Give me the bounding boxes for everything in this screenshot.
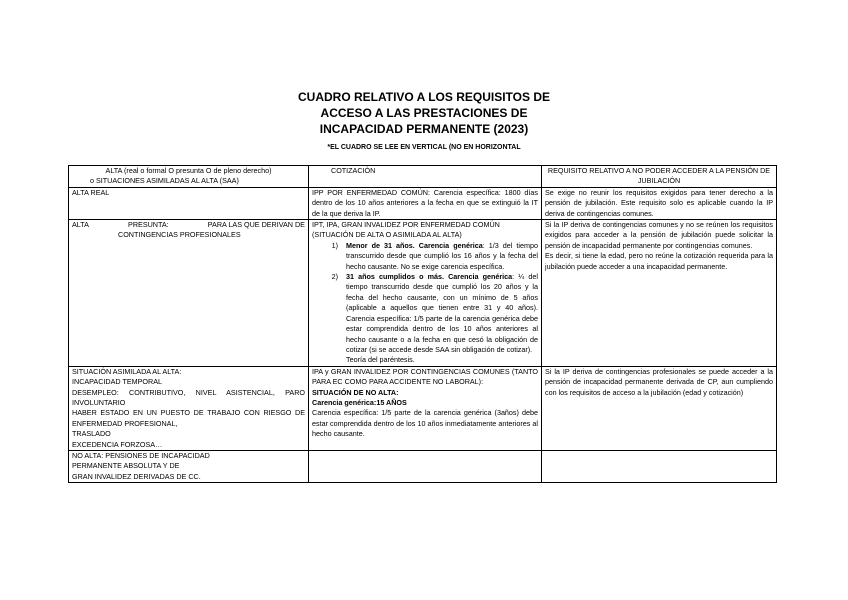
asimilada-cot-p2: SITUACIÓN DE NO ALTA: <box>312 387 399 397</box>
alta-presunta-label-d: CONTINGENCIAS PROFESIONALES <box>118 230 241 240</box>
title-line-2: ACCESO A LAS PRESTACIONES DE <box>320 106 528 120</box>
alta-presunta-label-a: ALTA <box>72 220 89 230</box>
header-alta <box>69 166 309 188</box>
alta-presunta-cotizacion <box>309 220 542 367</box>
row-no-alta <box>69 450 777 482</box>
asimilada-line: SITUACIÓN ASIMILADA AL ALTA: <box>72 366 182 376</box>
alta-presunta-cot-intro: IPT, IPA, GRAN INVALIDEZ POR ENFERMEDAD COMÚN (SITUACIÓN DE ALTA O ASIMILADA AL ALTA) <box>312 220 500 240</box>
alta-real-cotizacion: IPP POR ENFERMEDAD COMÚN: Carencia específica: 1800 días dentro de los 10 años anteriores a la fecha en que se extinguió la IT de la que deriva la IP. <box>309 187 542 219</box>
asimilada-label <box>69 366 309 450</box>
header-alta-line2: o SITUACIONES ASIMILADAS AL ALTA (SAA) <box>90 176 239 186</box>
alta-presunta-jub-p2: Es decir, si tiene la edad, pero no reúne la cotización requerida para la jubilación puede acceder a una incapacidad permanente. <box>545 251 773 271</box>
item-text: : 1/3 del tiempo transcurrido desde que cumplió los 16 años y la fecha del hecho causante. No se exige carencia específica. <box>346 240 538 271</box>
item-number: 2) <box>331 272 338 282</box>
asimilada-cot-p1: IPA y GRAN INVALIDEZ POR CONTINGENCIAS COMUNES (TANTO PARA EC COMO PARA ACCIDENTE NO LABORAL): <box>312 366 538 387</box>
header-alta-line1: ALTA (real o formal O presunta O de pleno derecho) <box>105 166 272 175</box>
asimilada-cotizacion <box>309 366 542 450</box>
row-alta-real <box>69 187 777 219</box>
alta-real-jubilacion: Se exige no reunir los requisitos exigidos para tener derecho a la pensión de jubilación. Este requisito solo es aplicable cuando la IP deriva de contingencias comunes. <box>542 187 777 219</box>
asimilada-line: EXCEDENCIA FORZOSA… <box>72 439 163 449</box>
alta-presunta-label-c: PARA LAS QUE DERIVAN DE <box>207 220 305 230</box>
no-alta-line1: NO ALTA: PENSIONES DE INCAPACIDAD <box>72 450 210 460</box>
item-bold: 31 años cumplidos o más. Carencia genérica <box>346 272 513 282</box>
item-bold: Menor de 31 años. Carencia genérica <box>346 240 483 250</box>
alta-real-label: ALTA REAL <box>69 187 309 219</box>
title-block <box>0 89 848 153</box>
asimilada-jubilacion: Si la IP deriva de contingencias profesionales se puede acceder a la pensión de incapacidad permanente derivada de CP, aun cumpliendo con los requisitos de acceso a la jubilación (edad y cotización) <box>542 366 777 450</box>
header-jubilacion <box>542 166 777 188</box>
asimilada-line: TRASLADO <box>72 429 111 439</box>
no-alta-jubilacion <box>542 450 777 482</box>
row-asimilada <box>69 366 777 450</box>
asimilada-line: INCAPACIDAD TEMPORAL <box>72 377 162 387</box>
alta-presunta-jub-p1: Si la IP deriva de contingencias comunes y no se reúnen los requisitos exigidos para acceder a la pensión de jubilación puede solicitar la pensión de incapacidad permanente por contingencias comunes. <box>545 220 773 250</box>
list-item <box>312 241 538 272</box>
item-number: 1) <box>331 240 338 250</box>
header-cotizacion <box>309 166 542 188</box>
no-alta-label <box>69 450 309 482</box>
requirements-table <box>68 165 777 483</box>
asimilada-line: DESEMPLEO: CONTRIBUTIVO, NIVEL ASISTENCIAL, PARO INVOLUNTARIO <box>72 387 305 407</box>
alta-presunta-label <box>69 220 309 367</box>
list-item <box>312 272 538 366</box>
no-alta-line3: GRAN INVALIDEZ DERIVADAS DE CC. <box>72 471 201 481</box>
title-line-3: INCAPACIDAD PERMANENTE (2023) <box>319 122 529 136</box>
item-text: : ¼ del tiempo transcurrido desde que cumplió los 20 años y la fecha del hecho causante, con un mínimo de 5 años (aplicable a aquellos que tienen entre 31 y 40 años). Carencia específica: 1/5 parte de la carencia genérica debe estar comprendida dentro de los 10 años anteriores al hecho causante o a la fecha en que cesó la obligación de cotizar (si se accede desde SAA sin obligación de cotizar). <box>346 272 538 354</box>
asimilada-cot-p3: Carencia genérica:15 AÑOS <box>312 397 407 407</box>
title-line-1: CUADRO RELATIVO A LOS REQUISITOS DE <box>297 90 551 104</box>
header-jubilacion-text: REQUISITO RELATIVO A NO PODER ACCEDER A LA PENSIÓN DE JUBILACIÓN <box>547 166 771 186</box>
header-row <box>69 166 777 188</box>
asimilada-line: HABER ESTADO EN UN PUESTO DE TRABAJO CON RIESGO DE ENFERMEDAD PROFESIONAL, <box>72 408 305 428</box>
no-alta-line2: PERMANENTE ABSOLUTA Y DE <box>72 461 180 471</box>
header-cotizacion-text: COTIZACIÓN <box>331 166 376 175</box>
no-alta-cotizacion <box>309 450 542 482</box>
alta-presunta-jubilacion <box>542 220 777 367</box>
reading-note: *EL CUADRO SE LEE EN VERTICAL (NO EN HORIZONTAL <box>327 144 521 151</box>
item-tail: Teoría del paréntesis. <box>346 355 415 365</box>
row-alta-presunta <box>69 220 777 367</box>
asimilada-cot-p4: Carencia específica: 1/5 parte de la carencia genérica (3años) debe estar comprendida dentro de los 10 años inmediatamente anteriores al hecho causante. <box>312 408 538 439</box>
alta-presunta-label-b: PRESUNTA: <box>128 220 169 230</box>
